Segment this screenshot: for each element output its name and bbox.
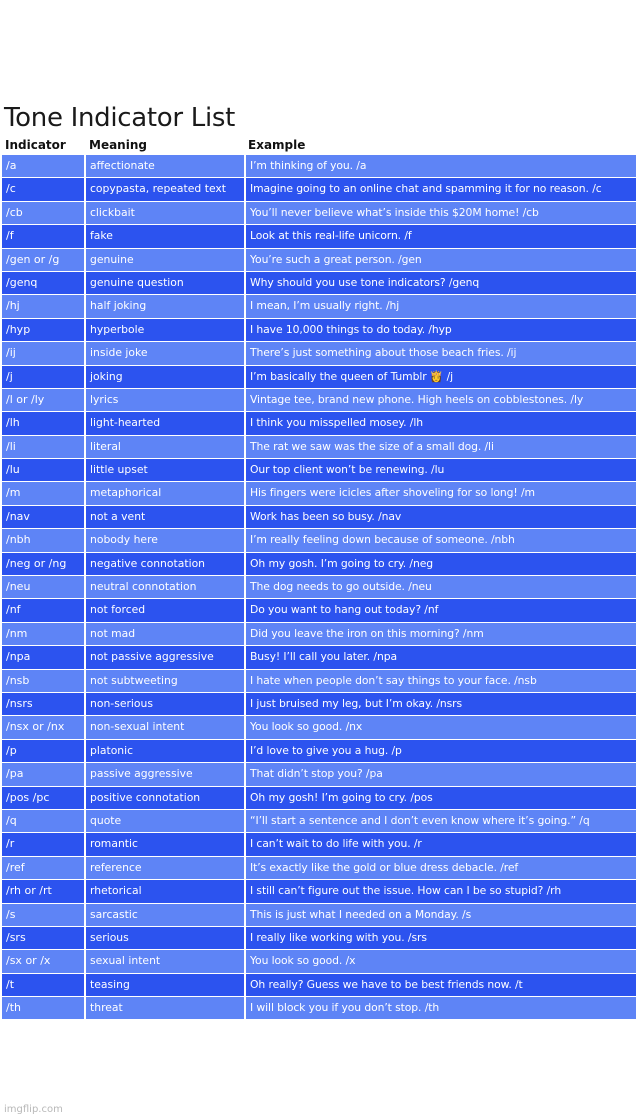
indicator-cell: /gen or /g bbox=[2, 249, 84, 271]
example-cell: I hate when people don’t say things to your face. /nsb bbox=[246, 670, 636, 692]
meaning-cell: fake bbox=[86, 225, 244, 247]
indicator-cell: /hyp bbox=[2, 319, 84, 341]
table-row bbox=[0, 880, 640, 903]
table-row bbox=[0, 506, 640, 529]
table-row bbox=[0, 482, 640, 505]
indicator-cell: /nm bbox=[2, 623, 84, 645]
indicator-cell: /npa bbox=[2, 646, 84, 668]
example-cell: Look at this real-life unicorn. /f bbox=[246, 225, 636, 247]
example-column-header: Example bbox=[248, 138, 306, 152]
indicator-cell: /ij bbox=[2, 342, 84, 364]
example-cell: I’m thinking of you. /a bbox=[246, 155, 636, 177]
example-cell: I’d love to give you a hug. /p bbox=[246, 740, 636, 762]
table-row bbox=[0, 389, 640, 412]
table-row bbox=[0, 366, 640, 389]
indicator-cell: /hj bbox=[2, 295, 84, 317]
meaning-cell: metaphorical bbox=[86, 482, 244, 504]
example-cell: Do you want to hang out today? /nf bbox=[246, 599, 636, 621]
table-row bbox=[0, 927, 640, 950]
meaning-cell: genuine question bbox=[86, 272, 244, 294]
example-cell: The rat we saw was the size of a small dog. /li bbox=[246, 436, 636, 458]
table-row bbox=[0, 178, 640, 201]
indicator-cell: /srs bbox=[2, 927, 84, 949]
meaning-cell: sexual intent bbox=[86, 950, 244, 972]
example-cell: I just bruised my leg, but I’m okay. /nsrs bbox=[246, 693, 636, 715]
example-cell: Vintage tee, brand new phone. High heels on cobblestones. /ly bbox=[246, 389, 636, 411]
example-cell: I mean, I’m usually right. /hj bbox=[246, 295, 636, 317]
table-row bbox=[0, 319, 640, 342]
table-row bbox=[0, 763, 640, 786]
meaning-cell: not subtweeting bbox=[86, 670, 244, 692]
example-cell: Why should you use tone indicators? /genq bbox=[246, 272, 636, 294]
meaning-cell: reference bbox=[86, 857, 244, 879]
indicator-cell: /pos /pc bbox=[2, 787, 84, 809]
meaning-column-header: Meaning bbox=[89, 138, 147, 152]
example-cell: His fingers were icicles after shoveling for so long! /m bbox=[246, 482, 636, 504]
table-row bbox=[0, 155, 640, 178]
meaning-cell: inside joke bbox=[86, 342, 244, 364]
indicator-cell: /neg or /ng bbox=[2, 553, 84, 575]
meaning-cell: positive connotation bbox=[86, 787, 244, 809]
meaning-cell: neutral connotation bbox=[86, 576, 244, 598]
meaning-cell: platonic bbox=[86, 740, 244, 762]
meaning-cell: hyperbole bbox=[86, 319, 244, 341]
indicator-cell: /p bbox=[2, 740, 84, 762]
indicator-cell: /sx or /x bbox=[2, 950, 84, 972]
indicator-cell: /nsrs bbox=[2, 693, 84, 715]
example-cell: I have 10,000 things to do today. /hyp bbox=[246, 319, 636, 341]
example-cell: There’s just something about those beach fries. /ij bbox=[246, 342, 636, 364]
indicator-cell: /genq bbox=[2, 272, 84, 294]
indicator-cell: /c bbox=[2, 178, 84, 200]
example-cell: You look so good. /x bbox=[246, 950, 636, 972]
meaning-cell: not mad bbox=[86, 623, 244, 645]
example-cell: Our top client won’t be renewing. /lu bbox=[246, 459, 636, 481]
indicator-cell: /t bbox=[2, 974, 84, 996]
example-cell: You’ll never believe what’s inside this $20M home! /cb bbox=[246, 202, 636, 224]
indicator-cell: /nsb bbox=[2, 670, 84, 692]
example-cell: Work has been so busy. /nav bbox=[246, 506, 636, 528]
meaning-cell: little upset bbox=[86, 459, 244, 481]
meaning-cell: quote bbox=[86, 810, 244, 832]
example-cell: You look so good. /nx bbox=[246, 716, 636, 738]
indicator-cell: /l or /ly bbox=[2, 389, 84, 411]
example-cell: I still can’t figure out the issue. How can I be so stupid? /rh bbox=[246, 880, 636, 902]
meaning-cell: affectionate bbox=[86, 155, 244, 177]
example-cell: I will block you if you don’t stop. /th bbox=[246, 997, 636, 1019]
indicator-cell: /nf bbox=[2, 599, 84, 621]
meaning-cell: not a vent bbox=[86, 506, 244, 528]
indicator-cell: /nbh bbox=[2, 529, 84, 551]
example-cell: I think you misspelled mosey. /lh bbox=[246, 412, 636, 434]
table-row bbox=[0, 576, 640, 599]
table-header bbox=[0, 138, 640, 156]
table-row bbox=[0, 833, 640, 856]
example-cell: The dog needs to go outside. /neu bbox=[246, 576, 636, 598]
example-cell: Busy! I’ll call you later. /npa bbox=[246, 646, 636, 668]
meaning-cell: negative connotation bbox=[86, 553, 244, 575]
tone-indicator-table bbox=[0, 155, 640, 1020]
table-row bbox=[0, 249, 640, 272]
meaning-cell: not passive aggressive bbox=[86, 646, 244, 668]
example-cell: Did you leave the iron on this morning? /nm bbox=[246, 623, 636, 645]
table-row bbox=[0, 716, 640, 739]
meaning-cell: literal bbox=[86, 436, 244, 458]
meaning-cell: serious bbox=[86, 927, 244, 949]
table-row bbox=[0, 295, 640, 318]
meaning-cell: joking bbox=[86, 366, 244, 388]
example-cell: I’m really feeling down because of someone. /nbh bbox=[246, 529, 636, 551]
indicator-column-header: Indicator bbox=[5, 138, 66, 152]
meaning-cell: half joking bbox=[86, 295, 244, 317]
table-row bbox=[0, 272, 640, 295]
page-title: Tone Indicator List bbox=[4, 103, 236, 133]
indicator-cell: /m bbox=[2, 482, 84, 504]
watermark: imgflip.com bbox=[4, 1104, 63, 1115]
indicator-cell: /q bbox=[2, 810, 84, 832]
meaning-cell: rhetorical bbox=[86, 880, 244, 902]
example-cell: You’re such a great person. /gen bbox=[246, 249, 636, 271]
indicator-cell: /pa bbox=[2, 763, 84, 785]
table-row bbox=[0, 412, 640, 435]
indicator-cell: /s bbox=[2, 904, 84, 926]
meaning-cell: clickbait bbox=[86, 202, 244, 224]
table-row bbox=[0, 202, 640, 225]
table-row bbox=[0, 740, 640, 763]
indicator-cell: /f bbox=[2, 225, 84, 247]
example-cell: I really like working with you. /srs bbox=[246, 927, 636, 949]
meaning-cell: light-hearted bbox=[86, 412, 244, 434]
indicator-cell: /a bbox=[2, 155, 84, 177]
indicator-cell: /lh bbox=[2, 412, 84, 434]
table-row bbox=[0, 810, 640, 833]
table-row bbox=[0, 904, 640, 927]
meaning-cell: copypasta, repeated text bbox=[86, 178, 244, 200]
indicator-cell: /r bbox=[2, 833, 84, 855]
table-row bbox=[0, 857, 640, 880]
example-cell: This is just what I needed on a Monday. /s bbox=[246, 904, 636, 926]
example-cell: Oh my gosh. I’m going to cry. /neg bbox=[246, 553, 636, 575]
meaning-cell: sarcastic bbox=[86, 904, 244, 926]
meaning-cell: non-sexual intent bbox=[86, 716, 244, 738]
meaning-cell: non-serious bbox=[86, 693, 244, 715]
example-cell: That didn’t stop you? /pa bbox=[246, 763, 636, 785]
indicator-cell: /neu bbox=[2, 576, 84, 598]
table-row bbox=[0, 553, 640, 576]
meaning-cell: passive aggressive bbox=[86, 763, 244, 785]
meaning-cell: teasing bbox=[86, 974, 244, 996]
meaning-cell: nobody here bbox=[86, 529, 244, 551]
meaning-cell: lyrics bbox=[86, 389, 244, 411]
example-cell: Oh really? Guess we have to be best friends now. /t bbox=[246, 974, 636, 996]
example-cell: Oh my gosh! I’m going to cry. /pos bbox=[246, 787, 636, 809]
table-row bbox=[0, 529, 640, 552]
indicator-cell: /j bbox=[2, 366, 84, 388]
example-cell: “I’ll start a sentence and I don’t even know where it’s going.” /q bbox=[246, 810, 636, 832]
example-cell: I can’t wait to do life with you. /r bbox=[246, 833, 636, 855]
meaning-cell: genuine bbox=[86, 249, 244, 271]
indicator-cell: /cb bbox=[2, 202, 84, 224]
table-row bbox=[0, 459, 640, 482]
indicator-cell: /rh or /rt bbox=[2, 880, 84, 902]
table-row bbox=[0, 225, 640, 248]
meaning-cell: romantic bbox=[86, 833, 244, 855]
indicator-cell: /ref bbox=[2, 857, 84, 879]
table-row bbox=[0, 997, 640, 1020]
table-row bbox=[0, 670, 640, 693]
table-row bbox=[0, 436, 640, 459]
table-row bbox=[0, 646, 640, 669]
indicator-cell: /lu bbox=[2, 459, 84, 481]
example-cell: I’m basically the queen of Tumblr 👸 /j bbox=[246, 366, 636, 388]
table-row bbox=[0, 342, 640, 365]
indicator-cell: /li bbox=[2, 436, 84, 458]
table-row bbox=[0, 950, 640, 973]
example-cell: Imagine going to an online chat and spamming it for no reason. /c bbox=[246, 178, 636, 200]
table-row bbox=[0, 693, 640, 716]
indicator-cell: /th bbox=[2, 997, 84, 1019]
meaning-cell: threat bbox=[86, 997, 244, 1019]
table-row bbox=[0, 599, 640, 622]
meaning-cell: not forced bbox=[86, 599, 244, 621]
example-cell: It’s exactly like the gold or blue dress debacle. /ref bbox=[246, 857, 636, 879]
indicator-cell: /nsx or /nx bbox=[2, 716, 84, 738]
table-row bbox=[0, 974, 640, 997]
indicator-cell: /nav bbox=[2, 506, 84, 528]
table-row bbox=[0, 787, 640, 810]
table-row bbox=[0, 623, 640, 646]
